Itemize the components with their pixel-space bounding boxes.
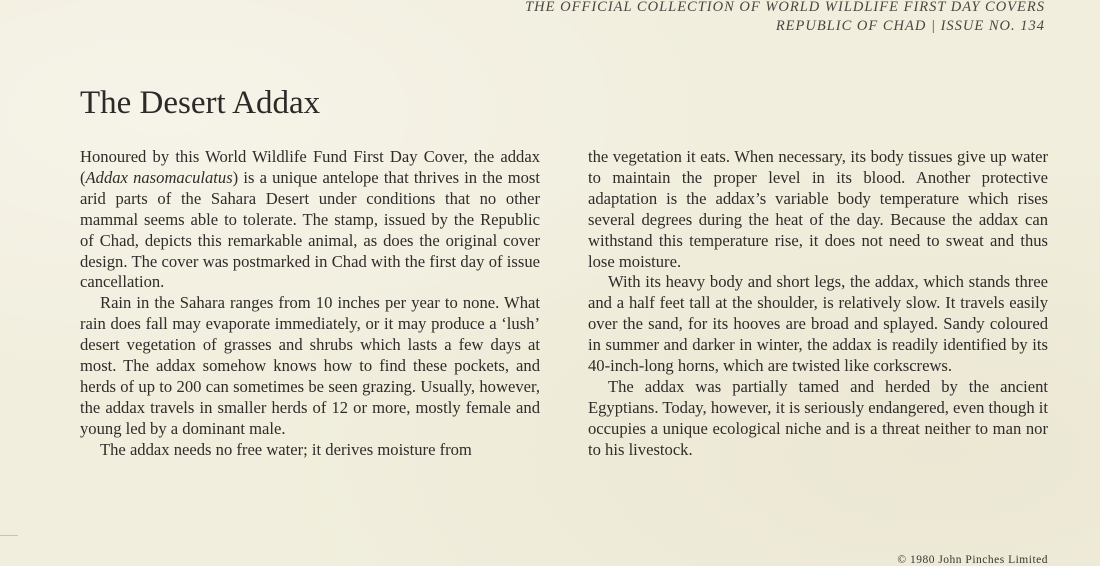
text-column-left — [80, 147, 540, 461]
left-paragraph-1 — [80, 147, 540, 293]
article-title: The Desert Addax — [80, 85, 321, 121]
left-paragraph-3: The addax needs no free water; it derives moisture from — [100, 439, 472, 459]
collection-header-line-1: THE OFFICIAL COLLECTION OF WORLD WILDLIFE FIRST DAY COVERS — [525, 0, 1045, 15]
right-paragraph-2: With its heavy body and short legs, the addax, which stands three and a half feet tall at the shoulder, is relatively slow. It travels easily over the sand, for its hooves are broad and splayed. Sandy coloured in summer and darker in winter, the addax is readily identified by its 40-inch-long horns, which are twisted like corkscrews. — [588, 272, 1048, 376]
left-paragraph-1-rest: ) is a unique antelope that thrives in the most arid parts of the Sahara Desert under conditions that no other mammal seems able to tolerate. The stamp, issued by the Republic of Chad, depicts this remarkable animal, as does the original cover design. The cover was postmarked in Chad with the first day of issue cancellation. — [80, 167, 540, 292]
fold-mark — [0, 535, 18, 536]
copyright-notice: © 1980 John Pinches Limited — [897, 554, 1048, 566]
right-paragraph-3: The addax was partially tamed and herded by the ancient Egyptians. Today, however, it is seriously endangered, even though it occupies a unique ecological niche and is a threat neither to man nor to his livestock. — [588, 376, 1048, 459]
species-name: Addax nasomaculatus — [85, 167, 233, 187]
left-paragraph-1-intro: Honoured by this World Wildlife Fund First Day Cover, the addax ( — [80, 147, 540, 187]
right-paragraph-1: the vegetation it eats. When necessary, its body tissues give up water to maintain the proper level in its blood. Another protective adaptation is the addax’s variable body temperature which rises several degrees during the heat of the day. Because the addax can withstand this temperature rise, it does not need to sweat and thus lose moisture. — [588, 147, 1048, 271]
text-column-right — [588, 147, 1048, 461]
collection-header-line-2: REPUBLIC OF CHAD | ISSUE NO. 134 — [775, 18, 1045, 34]
left-paragraph-2: Rain in the Sahara ranges from 10 inches per year to none. What rain does fall may evaporate immediately, or it may produce a ‘lush’ desert vegetation of grasses and shrubs which lasts a few days at most. The addax somehow knows how to find these pockets, and herds of up to 200 can sometimes be seen grazing. Usually, however, the addax travels in smaller herds of 12 or more, mostly female and young led by a dominant male. — [80, 293, 540, 438]
